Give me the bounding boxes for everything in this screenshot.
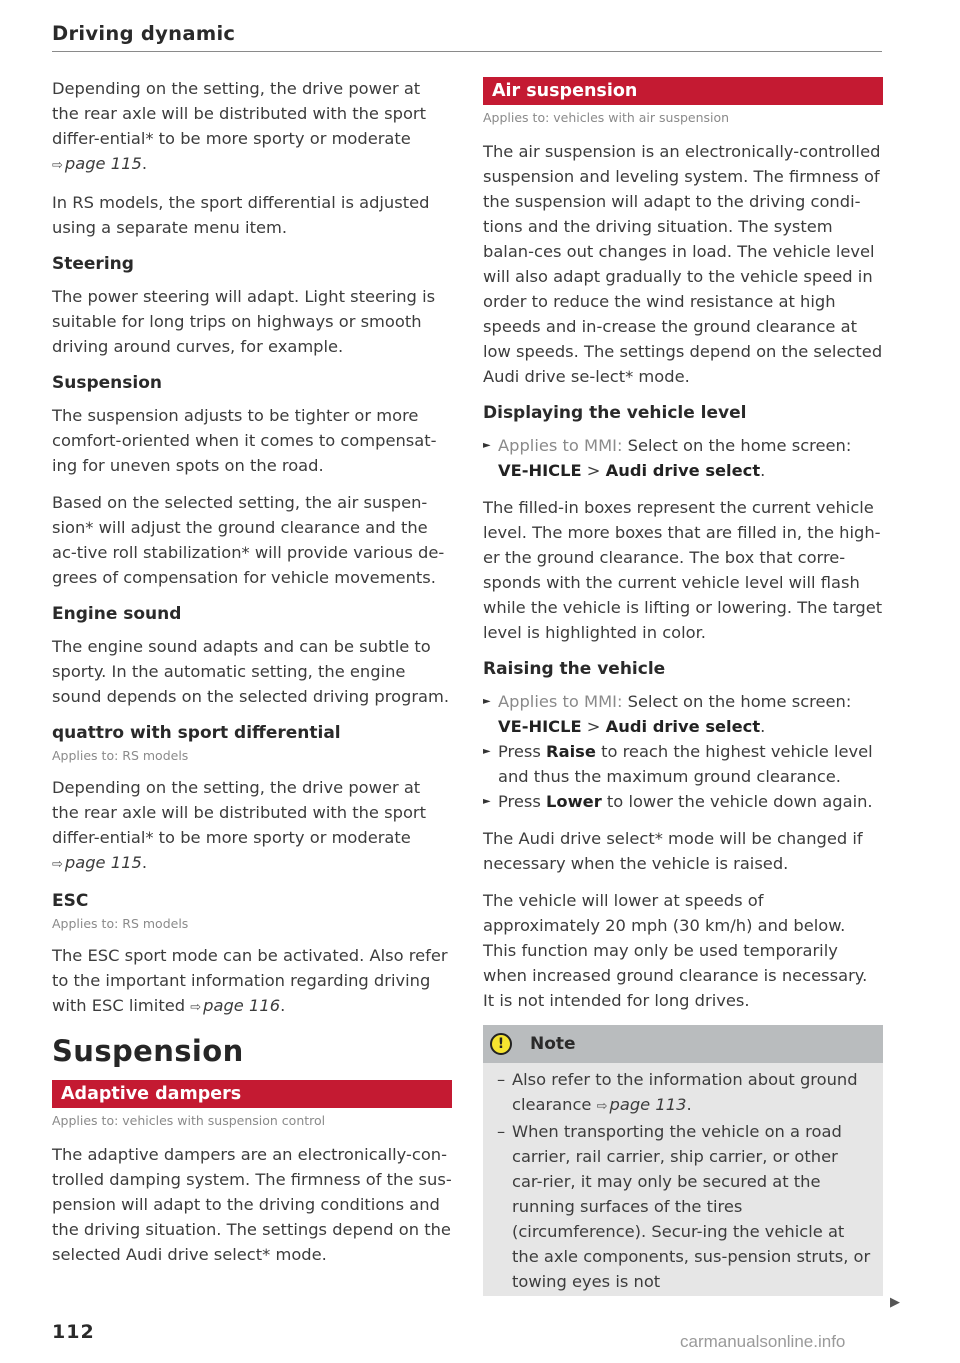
page-link[interactable]: page 115 — [64, 154, 142, 173]
page-section-title: Driving dynamic — [52, 22, 236, 45]
steering-heading: Steering — [52, 254, 134, 274]
step-item — [483, 789, 883, 814]
suspension-text-2: Based on the selected setting, the air suspen-sion* will adjust the ground clearance and the ac-tive roll stabilization* will provide various de-grees of compensation for vehicle movements. — [52, 493, 445, 587]
step-triangle-icon: ► — [483, 746, 491, 757]
raising-steps — [483, 689, 883, 814]
step-text: to reach the highest vehicle level and thus the maximum ground clearance. — [498, 742, 873, 786]
right-column — [483, 77, 883, 1296]
quattro-paragraph: Depending on the setting, the drive power at the rear axle will be distributed with the sport differ-ential* to be more sporty or moderate ⇨ page 115. — [52, 778, 426, 872]
step-triangle-icon: ► — [483, 440, 491, 451]
steering-text: The power steering will adapt. Light steering is suitable for long trips on highways or smooth driving around curves, for example. — [52, 287, 436, 356]
continue-next-page-icon: ▶ — [890, 1295, 900, 1310]
page-link[interactable]: page 113 — [609, 1095, 687, 1114]
warning-exclamation-icon: ! — [490, 1033, 512, 1055]
quattro-heading: quattro with sport differential — [52, 723, 341, 743]
applies-mmi-label: Applies to MMI: — [498, 692, 623, 711]
step-text: to lower the vehicle down again. — [606, 792, 873, 811]
note-header — [483, 1025, 883, 1063]
step-text: Select on the home screen: — [627, 692, 852, 711]
step-item: ► Applies to MMI: Select on the home screen: VE-HICLE > Audi drive select. — [483, 433, 883, 483]
note-box — [483, 1025, 883, 1296]
note-item-text: Also refer to the information about ground clearance — [512, 1070, 858, 1114]
dash-bullet: – — [497, 1070, 506, 1089]
step-item — [483, 739, 883, 789]
raising-heading: Raising the vehicle — [483, 659, 666, 679]
quattro-text: Depending on the setting, the drive power at the rear axle will be distributed with the sport differ-ential* to be more sporty or moderate — [52, 778, 426, 847]
esc-applies: Applies to: RS models — [52, 916, 189, 931]
intro-text: Depending on the setting, the drive power at the rear axle will be distributed with the sport differ-ential* to be more sporty or moderate — [52, 79, 426, 148]
menu-audi-drive-select: Audi drive select — [605, 461, 761, 480]
quattro-applies: Applies to: RS models — [52, 748, 189, 763]
step-triangle-icon: ► — [483, 696, 491, 707]
air-suspension-text: The air suspension is an electronically-controlled suspension and leveling system. The firmness of the suspension will adapt to the driving condi-tions and the driving situation. The system balan-ces out changes in load. The vehicle level will also adapt gradually to the vehicle speed in order to reduce the wind resistance at high speeds and in-crease the ground clearance at low speeds. The settings depend on the selected Audi drive se-lect* mode. — [483, 142, 883, 386]
note-item-text: When transporting the vehicle on a road carrier, rail carrier, ship carrier, or other car-rier, it may only be secured at the running surfaces of the tires (circumference). Secur-ing the vehicle at the axle components, sus-pension struts, or towing eyes is not — [512, 1122, 871, 1291]
applies-mmi-label: Applies to MMI: — [498, 436, 623, 455]
esc-paragraph: The ESC sport mode can be activated. Also refer to the important information regarding driving with ESC limited ⇨ page 116. — [52, 946, 448, 1015]
note-item — [497, 1119, 873, 1294]
step-text: Press — [498, 792, 541, 811]
note-title: Note — [530, 1034, 576, 1054]
air-suspension-title-bar: Air suspension — [483, 77, 883, 105]
note-body — [483, 1063, 883, 1296]
page-ref-arrow-icon: ⇨ — [596, 1099, 608, 1114]
raise-label: Raise — [546, 742, 596, 761]
esc-heading: ESC — [52, 891, 89, 911]
header-divider — [52, 51, 882, 52]
intro-paragraph: Depending on the setting, the drive power at the rear axle will be distributed with the sport differ-ential* to be more sporty or moderate ⇨ page 115. — [52, 79, 426, 173]
note-item: – Also refer to the information about ground clearance ⇨ page 113. — [497, 1067, 873, 1119]
adaptive-dampers-text: The adaptive dampers are an electronically-con-trolled damping system. The firmness of the sus-pension will adapt to the driving conditions and the driving situation. The settings depend on the selected Audi drive select* mode. — [52, 1145, 452, 1264]
chapter-title: Suspension — [52, 1034, 244, 1068]
raising-text-2: The vehicle will lower at speeds of approximately 20 mph (30 km/h) and below. This function may only be used temporarily when increased ground clearance is necessary. It is not intended for long drives. — [483, 891, 868, 1010]
air-suspension-applies: Applies to: vehicles with air suspension — [483, 110, 730, 125]
display-level-steps — [483, 433, 883, 483]
menu-audi-drive-select: Audi drive select — [605, 717, 761, 736]
page-number: 112 — [52, 1321, 95, 1343]
page-link[interactable]: page 116 — [203, 996, 281, 1015]
raising-text-1: The Audi drive select* mode will be changed if necessary when the vehicle is raised. — [483, 829, 863, 873]
left-column — [52, 76, 452, 1279]
rs-models-paragraph: In RS models, the sport differential is adjusted using a separate menu item. — [52, 193, 430, 237]
page-ref-arrow-icon: ⇨ — [52, 158, 63, 173]
watermark: carmanualsonline.info — [680, 1332, 846, 1351]
lower-label: Lower — [546, 792, 602, 811]
adaptive-dampers-applies: Applies to: vehicles with suspension control — [52, 1113, 326, 1128]
page-ref-arrow-icon: ⇨ — [52, 857, 63, 872]
menu-vehicle: VE-HICLE — [498, 717, 582, 736]
step-item: ► Applies to MMI: Select on the home screen: VE-HICLE > Audi drive select. — [483, 689, 883, 739]
display-level-heading: Displaying the vehicle level — [483, 403, 747, 423]
display-level-text: The filled-in boxes represent the current vehicle level. The more boxes that are filled in, the high-er the ground clearance. The box that corre-sponds with the current vehicle level will flash while the vehicle is lifting or lowering. The target level is highlighted in color. — [483, 498, 883, 642]
menu-separator: > — [586, 717, 601, 736]
suspension-text-1: The suspension adjusts to be tighter or more comfort-oriented when it comes to compensat-ing for uneven spots on the road. — [52, 406, 437, 475]
engine-sound-text: The engine sound adapts and can be subtle to sporty. In the automatic setting, the engine sound depends on the selected driving program. — [52, 637, 450, 706]
menu-vehicle: VE-HICLE — [498, 461, 582, 480]
adaptive-dampers-title-bar: Adaptive dampers — [52, 1080, 452, 1108]
dash-bullet: – — [497, 1122, 506, 1141]
esc-text: The ESC sport mode can be activated. Also refer to the important information regarding driving with ESC limited — [52, 946, 448, 1015]
step-text: Select on the home screen: — [627, 436, 852, 455]
engine-sound-heading: Engine sound — [52, 604, 182, 624]
page-ref-arrow-icon: ⇨ — [190, 1000, 202, 1015]
menu-separator: > — [586, 461, 601, 480]
step-text: Press — [498, 742, 541, 761]
step-triangle-icon: ► — [483, 796, 491, 807]
suspension-heading: Suspension — [52, 373, 162, 393]
page-link[interactable]: page 115 — [64, 853, 142, 872]
